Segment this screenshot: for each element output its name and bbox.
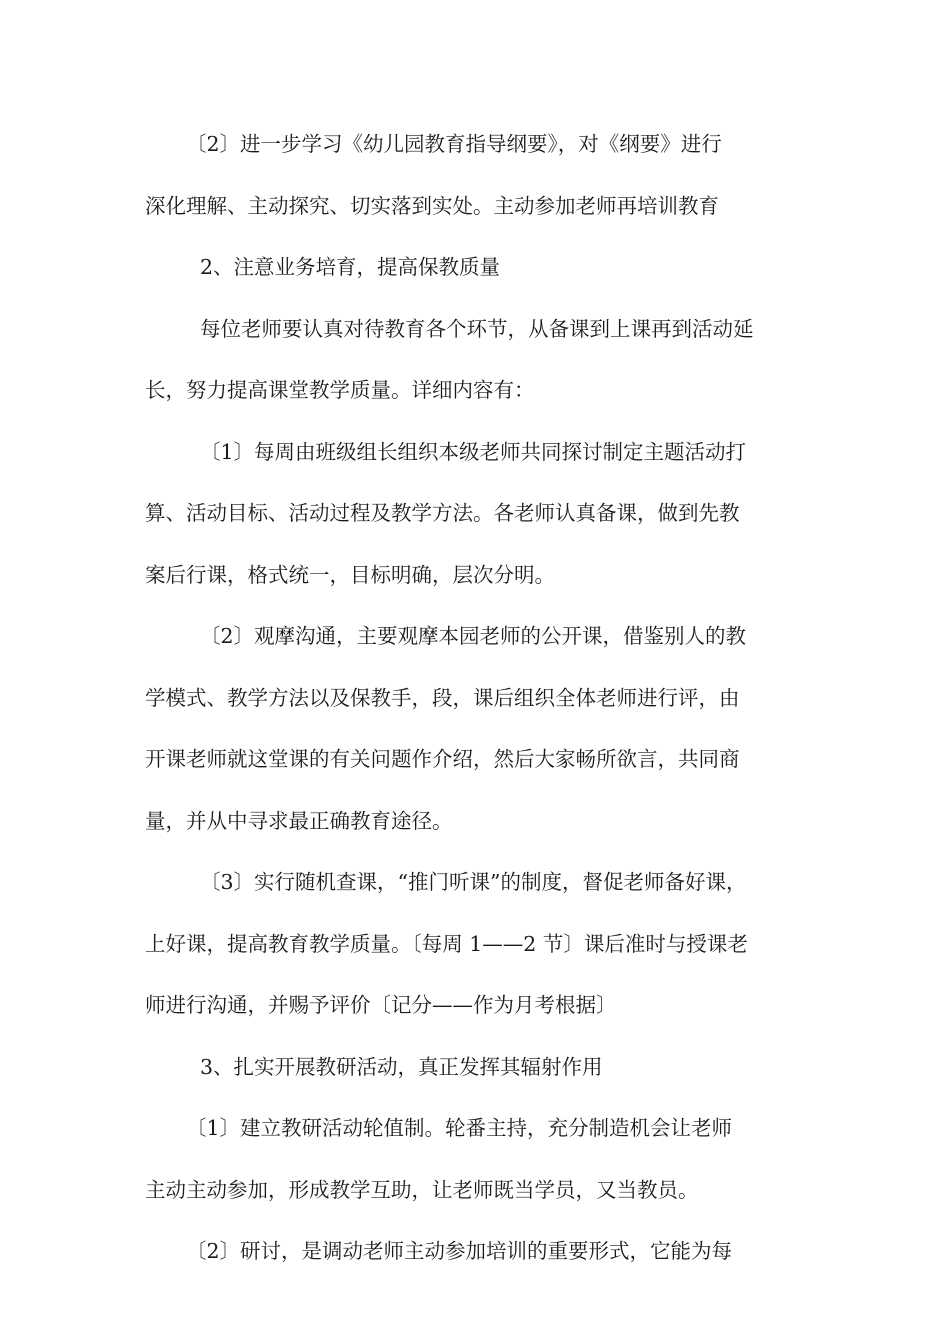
document-body bbox=[145, 131, 810, 1300]
paragraph-line: 〔3〕实行随机查课，“推门听课”的制度，督促老师备好课， bbox=[200, 870, 747, 894]
paragraph-line: 开课老师就这堂课的有关问题作介绍，然后大家畅所欲言，共同商 bbox=[145, 747, 740, 771]
paragraph-line: 学模式、教学方法以及保教手，段，课后组织全体老师进行评，由 bbox=[145, 685, 740, 710]
paragraph-line: 〔2〕进一步学习《幼儿园教育指导纲要》，对《纲要》进行 bbox=[186, 132, 722, 156]
paragraph-line: 深化理解、主动探究、切实落到实处。主动参加老师再培训教育 bbox=[145, 193, 719, 218]
paragraph-line: 每位老师要认真对待教育各个环节，从备课到上课再到活动延 bbox=[200, 316, 754, 341]
paragraph-line: 〔1〕建立教研活动轮值制。轮番主持，充分制造机会让老师 bbox=[186, 1116, 733, 1140]
paragraph-line: 〔2〕研讨，是调动老师主动参加培训的重要形式，它能为每 bbox=[186, 1239, 733, 1263]
paragraph-line: 算、活动目标、活动过程及教学方法。各老师认真备课，做到先教 bbox=[145, 501, 740, 525]
paragraph-line: 案后行课，格式统一，目标明确，层次分明。 bbox=[145, 562, 555, 587]
paragraph-line: 师进行沟通，并赐予评价〔记分——作为月考根据〕 bbox=[145, 993, 617, 1017]
paragraph-line: 〔2〕观摩沟通，主要观摩本园老师的公开课，借鉴别人的教 bbox=[200, 624, 747, 648]
section-heading: 3、扎实开展教研活动，真正发挥其辐射作用 bbox=[200, 1054, 603, 1079]
paragraph-line: 〔1〕每周由班级组长组织本级老师共同探讨制定主题活动打 bbox=[200, 439, 747, 464]
paragraph-line: 量，并从中寻求最正确教育途径。 bbox=[145, 808, 453, 833]
paragraph-line: 上好课，提高教育教学质量。〔每周 1——2 节〕课后准时与授课老 bbox=[145, 931, 748, 956]
paragraph-line: 主动主动参加，形成教学互助，让老师既当学员，又当教员。 bbox=[145, 1177, 699, 1202]
section-heading: 2、注意业务培育，提高保教质量 bbox=[200, 255, 501, 279]
paragraph-line: 长，努力提高课堂教学质量。详细内容有： bbox=[145, 378, 535, 402]
